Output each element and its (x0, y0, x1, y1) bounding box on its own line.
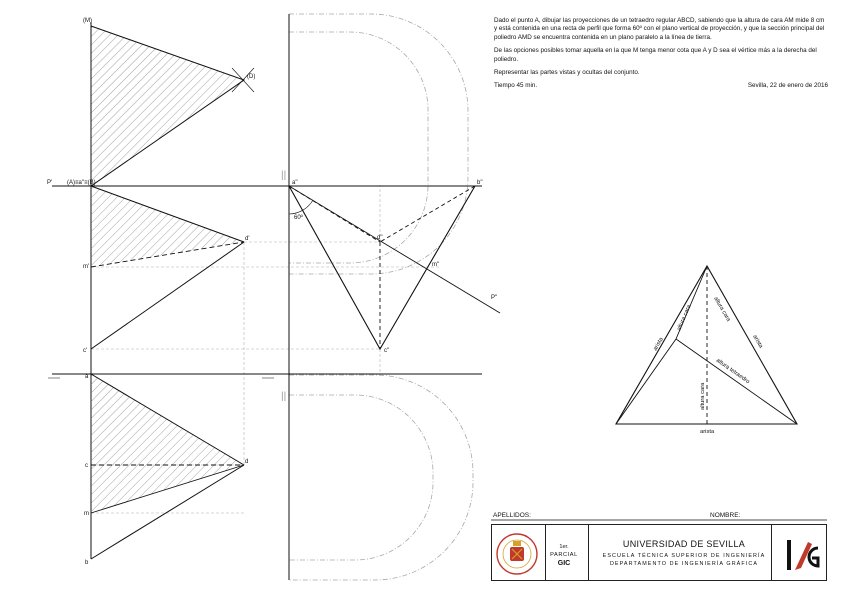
label-b-plan: b (85, 560, 89, 566)
statement-paragraph-3: Representar las partes vistas y ocultas del conjunto. (494, 69, 640, 77)
diagram-altura-cara-vertical: altura cara (700, 382, 706, 410)
label-d2: d'' (377, 235, 383, 241)
label-c1p: c' (83, 348, 88, 354)
label-b2: b'' (477, 180, 483, 186)
parallel-mark-bottom: || (281, 391, 287, 402)
statement-footer-row (494, 82, 828, 90)
diagram-arista-left: arista (652, 336, 665, 352)
university-name: UNIVERSIDAD DE SEVILLA (622, 539, 746, 549)
label-P-right: P'' (491, 295, 498, 301)
label-a-plan: a (85, 374, 89, 380)
label-c-plan: c (85, 463, 88, 469)
rabatment-view (91, 26, 254, 186)
problem-statement (494, 17, 828, 91)
construction-arcs (289, 14, 473, 580)
diagram-arista-right: arista (751, 334, 764, 350)
label-d-plan: d (245, 459, 249, 465)
label-m-plan: m (84, 511, 89, 517)
title-block-divider-2 (588, 525, 589, 580)
label-A-rab-combo: (A)≡a''≡(B) (67, 180, 96, 186)
plan-view (91, 374, 244, 559)
label-d1p: d' (245, 236, 250, 242)
diagram-altura-cara-right: altura cara (712, 296, 732, 323)
label-a2: a'' (292, 180, 298, 186)
label-c2: c'' (384, 348, 390, 354)
apellidos-label: APELLIDOS: (493, 512, 531, 519)
label-angle: 60º (294, 215, 303, 221)
title-block-divider-3 (771, 525, 772, 580)
department-name: DEPARTAMENTO DE INGENIERÍA GRÁFICA (609, 561, 759, 567)
profile-view (289, 186, 500, 349)
nombre-label: NOMBRE: (710, 512, 741, 519)
statement-date: Sevilla, 22 de enero de 2016 (747, 82, 828, 90)
statement-paragraph-1: Dado el punto A, dibujar las proyecciones de un tetraedro regular ABCD, sabiendo que la altura de cara AM mide 8 cm y está contenida en una recta de perfil que forma 60º con el plano vertical de proyección, y que la sección principal del poliedro AMD se encuentra contenida en un plano paralelo a la línea de tierra. (494, 17, 825, 41)
tetrahedron-diagram (616, 266, 797, 424)
exam-degree: GIC (557, 560, 571, 567)
school-name: ESCUELA TÉCNICA SUPERIOR DE INGENIERÍA (602, 553, 766, 559)
exam-number: 1er. (559, 544, 569, 550)
label-m2: m'' (432, 262, 440, 268)
front-elevation (91, 186, 244, 349)
label-M-rab: (M) (83, 18, 92, 24)
diagram-altura-tetraedro: altura tetraedro (714, 357, 751, 386)
diagram-arista-bottom: arista (700, 429, 715, 435)
diagram-altura-cara-left: altura cara (676, 304, 693, 332)
label-P-left: P' (47, 180, 53, 186)
label-m1p: m' (83, 264, 90, 270)
label-D-rab: (D) (247, 74, 256, 80)
exam-type: PARCIAL (550, 552, 578, 558)
statement-time: Tiempo 45 min. (494, 82, 538, 90)
statement-paragraph-2: De las opciones posibles tomar aquella en la que M tenga menor cota que A y D sea el vértice más a la derecha del poliedro. (494, 47, 817, 63)
parallel-mark-top: || (281, 170, 287, 181)
